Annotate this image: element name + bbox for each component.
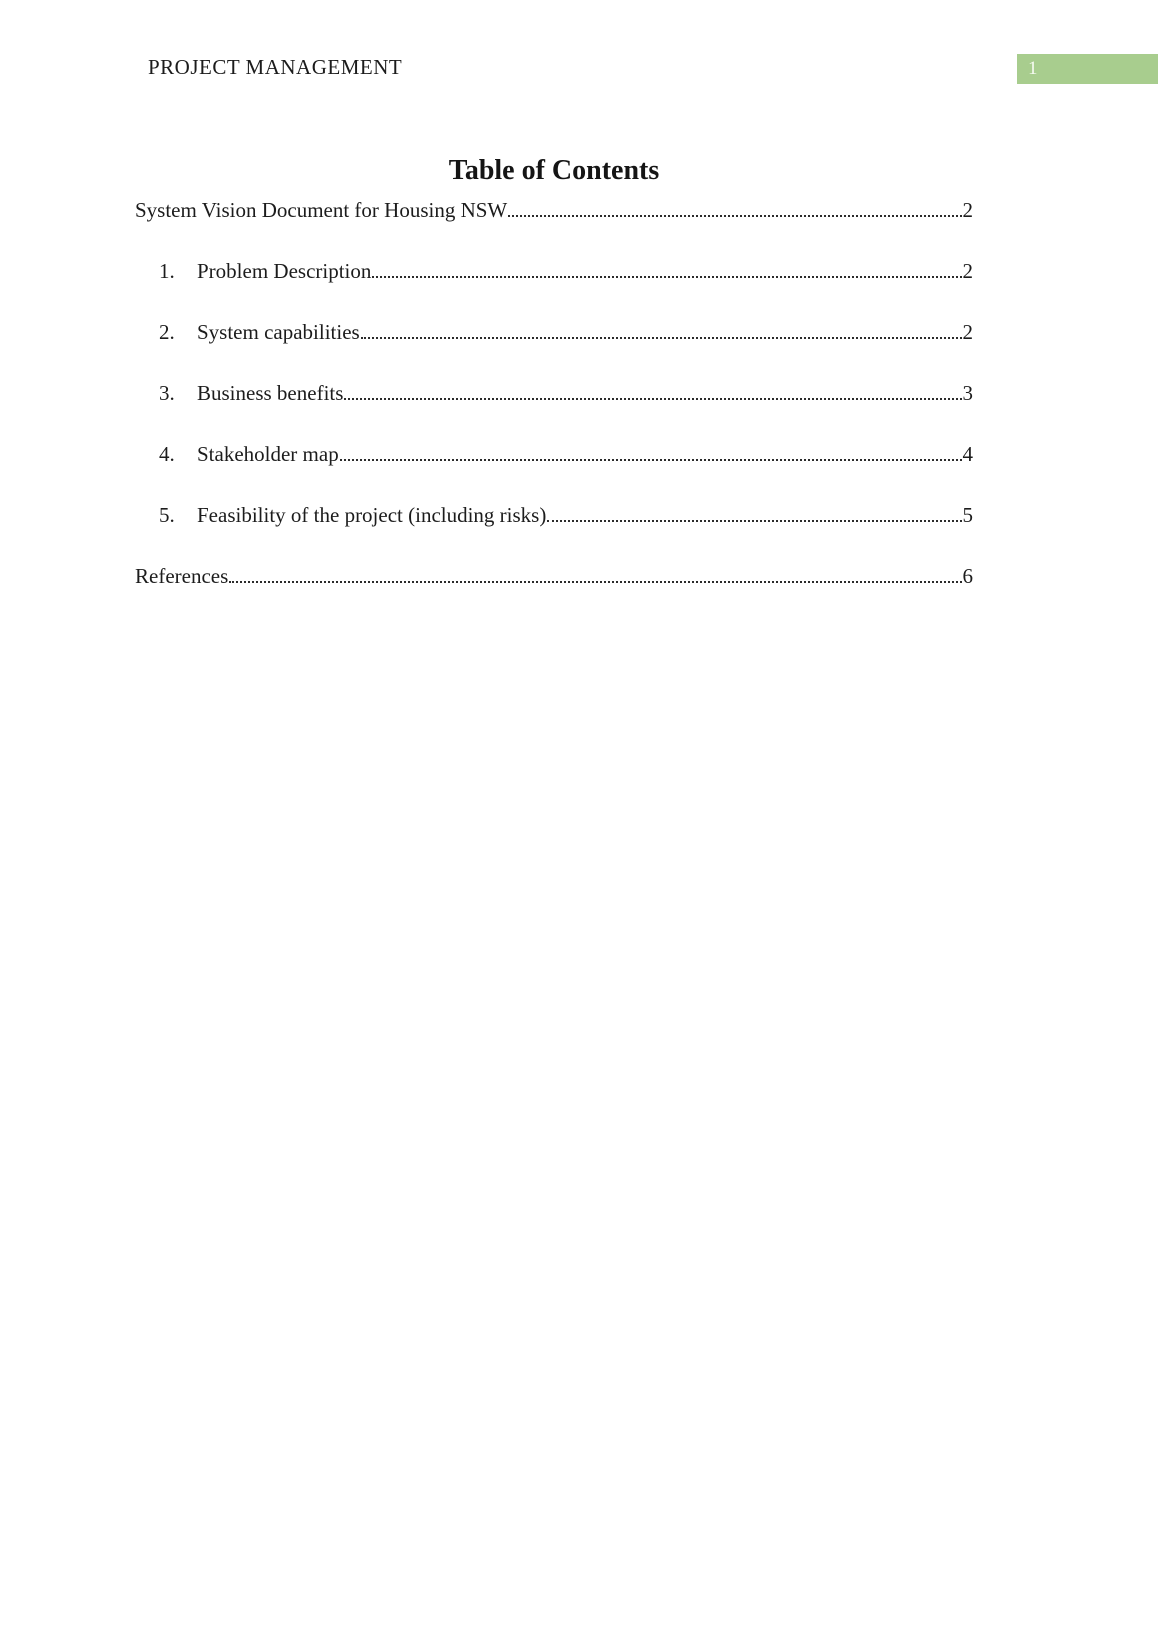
toc-entry-label: System Vision Document for Housing NSW [135, 198, 508, 222]
dot-leader [508, 215, 961, 217]
dot-leader [372, 276, 961, 278]
toc-entry-page: 5 [962, 503, 973, 527]
toc-entry-page: 6 [962, 564, 973, 588]
dot-leader [340, 459, 962, 461]
toc-entry-label: Business benefits [197, 381, 344, 405]
toc-entry-page: 2 [962, 259, 973, 283]
toc-entry-page: 4 [962, 442, 973, 466]
toc-entry-number: 4. [159, 442, 175, 466]
toc-entry[interactable] [135, 502, 973, 528]
toc-title: Table of Contents [448, 155, 660, 186]
toc-entry[interactable] [135, 380, 973, 406]
dot-leader [344, 398, 961, 400]
toc-entry-number: 2. [159, 320, 175, 344]
toc-entry[interactable] [135, 563, 973, 589]
toc-entry-number: 1. [159, 259, 175, 283]
toc-entry-label: Stakeholder map [197, 442, 339, 466]
dot-leader [361, 337, 962, 339]
toc-entry-label: Feasibility of the project (including risks) [197, 503, 547, 527]
table-of-contents [135, 155, 973, 589]
toc-entry-label: Problem Description [197, 259, 372, 283]
toc-entry[interactable] [135, 319, 973, 345]
toc-entry[interactable] [135, 441, 973, 467]
toc-entry-number: 3. [159, 381, 175, 405]
dot-leader [229, 581, 961, 583]
toc-entry-label: References [135, 564, 229, 588]
dot-leader [547, 520, 961, 522]
page-number-badge: 1 [1017, 54, 1158, 84]
toc-entry-page: 2 [962, 320, 973, 344]
toc-entry[interactable] [135, 197, 973, 223]
running-header-title: PROJECT MANAGEMENT [148, 55, 403, 79]
toc-entry-label: System capabilities [197, 320, 360, 344]
toc-entry-page: 3 [962, 381, 973, 405]
toc-entry-page: 2 [962, 198, 973, 222]
toc-entry[interactable] [135, 258, 973, 284]
toc-entry-number: 5. [159, 503, 175, 527]
